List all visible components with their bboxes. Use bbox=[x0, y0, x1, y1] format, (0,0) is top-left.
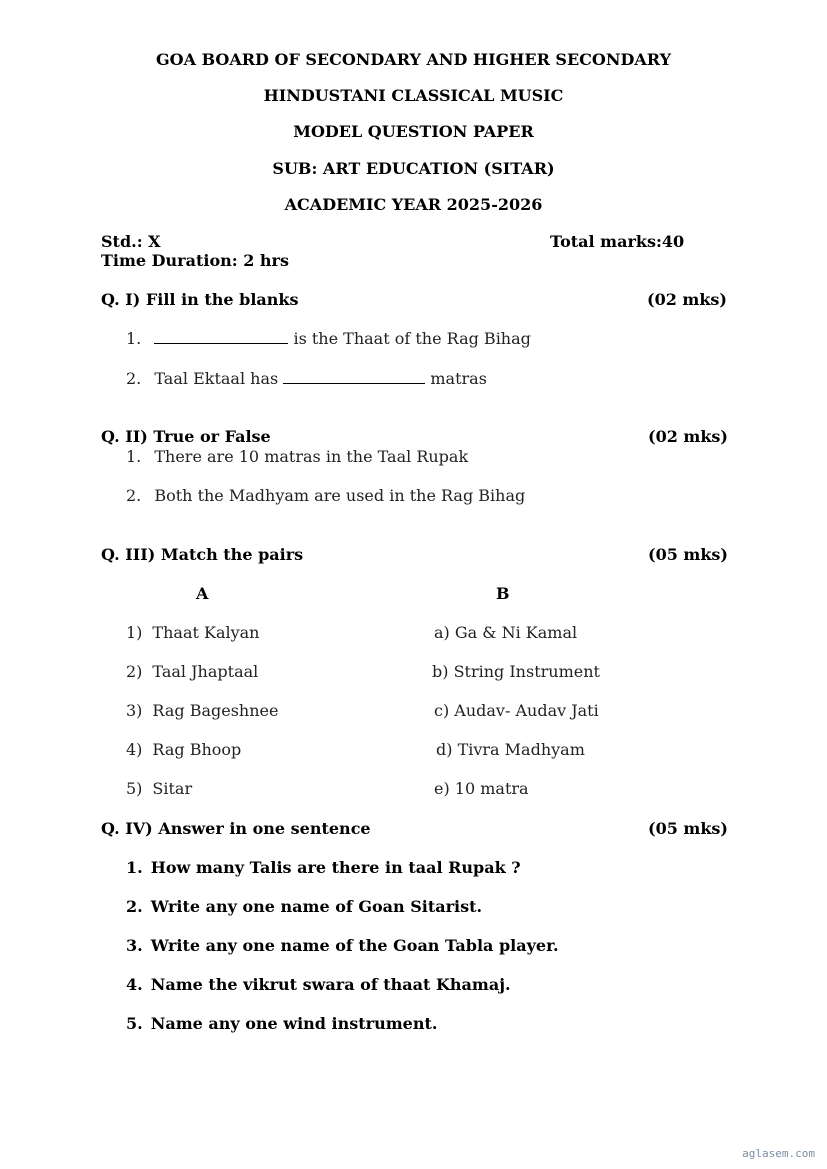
match-right-d: d) Tivra Madhyam bbox=[436, 740, 585, 759]
item-number: 2) bbox=[126, 662, 143, 681]
item-number: 2. bbox=[126, 486, 142, 505]
column-a-heading: A bbox=[196, 584, 209, 603]
item-text-before: Taal Ektaal has bbox=[154, 369, 284, 388]
std-label: Std.: X bbox=[101, 232, 161, 251]
item-number: 1. bbox=[126, 329, 142, 348]
item-number: 2. bbox=[126, 897, 143, 916]
match-left-1 bbox=[126, 623, 259, 642]
item-text: Name the vikrut swara of thaat Khamaj. bbox=[150, 975, 511, 994]
item-text-after: matras bbox=[425, 369, 487, 388]
column-b-heading: B bbox=[496, 584, 510, 603]
item-text: Sitar bbox=[152, 779, 193, 798]
item-text: Write any one name of the Goan Tabla player. bbox=[150, 936, 559, 955]
match-left-5 bbox=[126, 779, 192, 798]
q2-title: Q. II) True or False bbox=[101, 427, 271, 446]
item-text: Taal Jhaptaal bbox=[152, 662, 259, 681]
match-right-e: e) 10 matra bbox=[434, 779, 529, 798]
item-number: 2. bbox=[126, 369, 142, 388]
q4-marks: (05 mks) bbox=[648, 819, 728, 838]
match-right-c: c) Audav- Audav Jati bbox=[434, 701, 599, 720]
item-number: 4) bbox=[126, 740, 143, 759]
item-number: 5. bbox=[126, 1014, 143, 1033]
q1-item-2 bbox=[126, 369, 487, 388]
match-right-b: b) String Instrument bbox=[432, 662, 600, 681]
item-text: Rag Bhoop bbox=[152, 740, 242, 759]
fill-blank bbox=[283, 371, 425, 384]
q3-marks: (05 mks) bbox=[648, 545, 728, 564]
q4-item-2 bbox=[126, 897, 482, 916]
item-number: 1) bbox=[126, 623, 143, 642]
board-title: GOA BOARD OF SECONDARY AND HIGHER SECONDARY bbox=[156, 50, 671, 69]
q1-title: Q. I) Fill in the blanks bbox=[101, 290, 299, 309]
subject-title: SUB: ART EDUCATION (SITAR) bbox=[272, 159, 555, 178]
match-left-2 bbox=[126, 662, 258, 681]
q3-title: Q. III) Match the pairs bbox=[101, 545, 304, 564]
academic-year: ACADEMIC YEAR 2025-2026 bbox=[284, 195, 543, 214]
item-text-after: is the Thaat of the Rag Bihag bbox=[288, 329, 531, 348]
item-number: 4. bbox=[126, 975, 143, 994]
match-left-3 bbox=[126, 701, 278, 720]
watermark: aglasem.com bbox=[742, 1147, 815, 1160]
q2-item-2 bbox=[126, 486, 525, 505]
q4-item-5 bbox=[126, 1014, 437, 1033]
item-number: 1. bbox=[126, 447, 142, 466]
paper-type: MODEL QUESTION PAPER bbox=[293, 122, 534, 141]
q1-marks: (02 mks) bbox=[647, 290, 727, 309]
match-right-a: a) Ga & Ni Kamal bbox=[434, 623, 578, 642]
item-number: 3. bbox=[126, 936, 143, 955]
item-text: Rag Bageshnee bbox=[152, 701, 279, 720]
item-text: Both the Madhyam are used in the Rag Bihag bbox=[154, 486, 526, 505]
q1-item-1 bbox=[126, 329, 531, 348]
item-number: 1. bbox=[126, 858, 143, 877]
item-text: There are 10 matras in the Taal Rupak bbox=[154, 447, 469, 466]
match-left-4 bbox=[126, 740, 241, 759]
subject-line: HINDUSTANI CLASSICAL MUSIC bbox=[263, 86, 564, 105]
item-text: How many Talis are there in taal Rupak ? bbox=[150, 858, 521, 877]
q4-item-4 bbox=[126, 975, 511, 994]
item-number: 3) bbox=[126, 701, 143, 720]
item-text: Thaat Kalyan bbox=[152, 623, 260, 642]
item-text: Name any one wind instrument. bbox=[150, 1014, 438, 1033]
time-duration: Time Duration: 2 hrs bbox=[101, 251, 289, 270]
q2-marks: (02 mks) bbox=[648, 427, 728, 446]
item-number: 5) bbox=[126, 779, 143, 798]
q4-item-3 bbox=[126, 936, 559, 955]
fill-blank bbox=[154, 331, 288, 344]
q4-item-1 bbox=[126, 858, 521, 877]
total-marks: Total marks:40 bbox=[550, 232, 685, 251]
q4-title: Q. IV) Answer in one sentence bbox=[101, 819, 371, 838]
item-text: Write any one name of Goan Sitarist. bbox=[150, 897, 483, 916]
q2-item-1 bbox=[126, 447, 468, 466]
